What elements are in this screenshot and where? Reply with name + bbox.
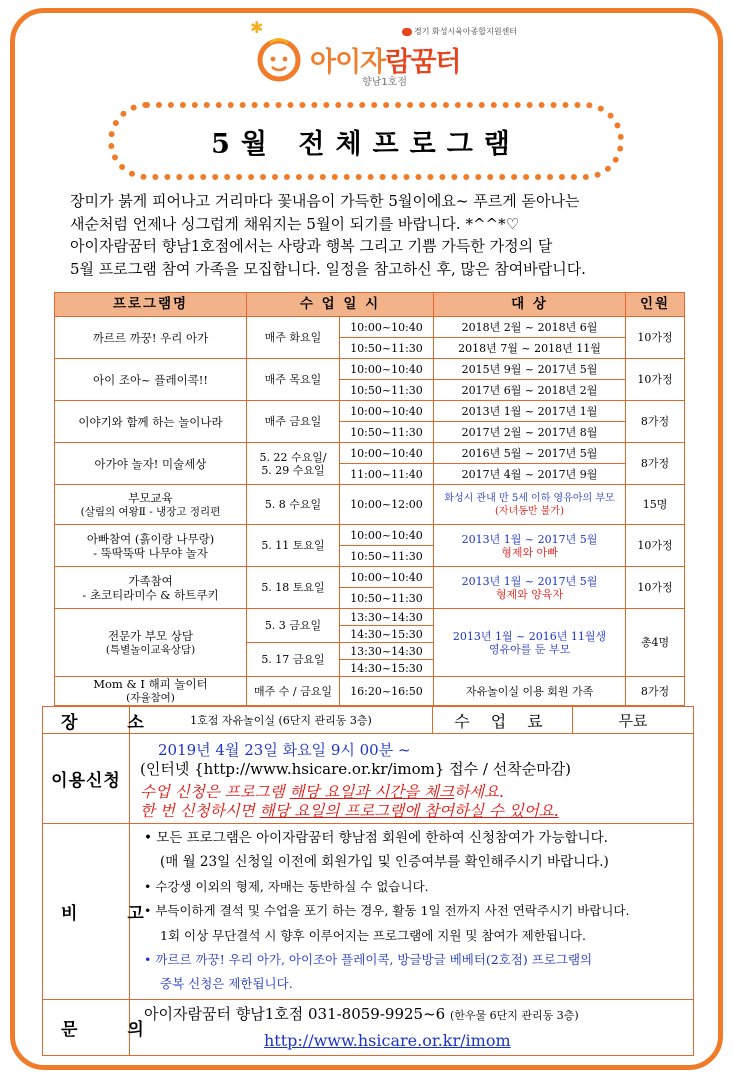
note-item: • 모든 프로그램은 아이자람꿈터 향남점 회원에 한하여 신청참여가 가능합니다. bbox=[144, 830, 608, 846]
program-target bbox=[434, 609, 626, 677]
table-row bbox=[55, 485, 685, 525]
program-capacity: 8가정 bbox=[626, 677, 685, 706]
program-name: 까르르 까꿍! 우리 아가 bbox=[55, 317, 247, 359]
apply-label: 이용신청 bbox=[43, 734, 130, 824]
program-day: 5. 17 금요일 bbox=[247, 643, 340, 677]
intro-text bbox=[70, 190, 670, 280]
header-target: 대 상 bbox=[434, 293, 626, 317]
program-name-sub: - 초코티라미수 & 하트쿠키 bbox=[82, 587, 219, 602]
header-program: 프로그램명 bbox=[55, 293, 247, 317]
program-capacity: 10가정 bbox=[626, 567, 685, 609]
program-name-main: 전문가 부모 상담 bbox=[107, 628, 194, 643]
header-schedule: 수 업 일 시 bbox=[247, 293, 434, 317]
info-table bbox=[42, 706, 694, 1056]
logo-org-text: 경기 화성시육아종합지원센터 bbox=[414, 27, 518, 36]
apply-note-emphasis: 해당 요일의 프로그램에 참여하실 수 있어요. bbox=[259, 801, 559, 820]
program-name-main: Mom & I 해피 놀이터 bbox=[93, 677, 208, 691]
program-name: 이야기와 함께 하는 놀이나라 bbox=[55, 401, 247, 443]
place-label: 장 소 bbox=[43, 707, 130, 734]
program-time: 14:30~15:30 bbox=[340, 626, 434, 643]
program-time: 16:20~16:50 bbox=[340, 677, 434, 706]
program-name bbox=[55, 677, 247, 706]
apply-row bbox=[43, 734, 694, 824]
program-target: 2016년 5월 ~ 2017년 5월 bbox=[434, 443, 626, 464]
contact-content bbox=[130, 999, 694, 1055]
program-target: 2015년 9월 ~ 2017년 5월 bbox=[434, 359, 626, 380]
apply-note-emphasis: 해당 요일과 시간을 체크 bbox=[289, 782, 455, 801]
logo-wordmark-a: 아이자 bbox=[310, 47, 386, 78]
program-time: 14:30~15:30 bbox=[340, 660, 434, 677]
program-target-line: 화성시 관내 만 5세 이하 영유아의 부모 bbox=[444, 492, 615, 504]
table-row bbox=[55, 401, 685, 422]
table-row bbox=[55, 443, 685, 464]
program-time: 10:00~10:40 bbox=[340, 401, 434, 422]
program-day: 매주 금요일 bbox=[247, 401, 340, 443]
table-row bbox=[55, 677, 685, 706]
note-item: (매 월 23일 신청일 이전에 회원가입 및 인증여부를 확인해주시기 바랍니다.) bbox=[160, 854, 609, 871]
note-item: • 까르르 까꿍! 우리 아가, 아이조아 플레이콕, 방글방글 베베터(2호점) 프로그램의 bbox=[144, 952, 593, 968]
program-time: 10:00~12:00 bbox=[340, 485, 434, 525]
program-target bbox=[434, 525, 626, 567]
title-box bbox=[108, 102, 624, 180]
program-time: 10:00~10:40 bbox=[340, 317, 434, 338]
table-row bbox=[55, 567, 685, 588]
table-row bbox=[55, 609, 685, 626]
program-time: 13:30~14:30 bbox=[340, 609, 434, 626]
program-day: 5. 18 토요일 bbox=[247, 567, 340, 609]
program-name bbox=[55, 485, 247, 525]
apply-note-line bbox=[140, 783, 693, 802]
contact-url-link[interactable]: http://www.hsicare.or.kr/imom bbox=[264, 1030, 511, 1050]
intro-line: 5월 프로그램 참여 가족을 모집합니다. 일정을 참고하신 후, 많은 참여바랍니다. bbox=[70, 259, 586, 278]
program-target: 2018년 7월 ~ 2018년 11월 bbox=[434, 338, 626, 359]
program-name: 아이 조아~ 플레이콕!! bbox=[55, 359, 247, 401]
program-time: 11:00~11:40 bbox=[340, 464, 434, 485]
program-day-line: 5. 29 수요일 bbox=[261, 463, 325, 477]
notes-row bbox=[43, 824, 694, 1000]
program-name-main: 가족참여 bbox=[128, 573, 173, 588]
program-target: 2017년 6월 ~ 2018년 2월 bbox=[434, 380, 626, 401]
table-header-row bbox=[55, 293, 685, 317]
program-name-main: 부모교육 bbox=[128, 490, 173, 505]
program-capacity: 10가정 bbox=[626, 359, 685, 401]
note-item: 중복 신청은 제한됩니다. bbox=[160, 976, 293, 992]
header-capacity: 인원 bbox=[626, 293, 685, 317]
program-target: 2013년 1월 ~ 2017년 1월 bbox=[434, 401, 626, 422]
place-row bbox=[43, 707, 694, 734]
contact-label: 문 의 bbox=[43, 999, 130, 1055]
program-target: 2017년 4월 ~ 2017년 9월 bbox=[434, 464, 626, 485]
program-capacity: 15명 bbox=[626, 485, 685, 525]
program-capacity: 10가정 bbox=[626, 525, 685, 567]
program-day: 5. 3 금요일 bbox=[247, 609, 340, 643]
child-face-icon bbox=[256, 34, 302, 82]
program-name-sub: - 뚝딱뚝딱 나무야 놀자 bbox=[93, 545, 208, 560]
program-target-note: 형제와 양육자 bbox=[495, 587, 564, 601]
logo-org-name bbox=[402, 26, 517, 37]
program-target bbox=[434, 485, 626, 525]
program-name bbox=[55, 609, 247, 677]
program-day: 매주 수 / 금요일 bbox=[247, 677, 340, 706]
note-item: • 부득이하게 결석 및 수업을 포기 하는 경우, 활동 1일 전까지 사전 연락주시기 바랍니다. bbox=[144, 903, 630, 919]
program-capacity: 10가정 bbox=[626, 317, 685, 359]
place-value: 1호점 자유놀이실 (6단지 관리동 3층) bbox=[130, 707, 433, 734]
apply-content bbox=[130, 734, 694, 824]
program-time: 10:50~11:30 bbox=[340, 380, 434, 401]
apply-date: 2019년 4월 23일 화요일 9시 00분 ~ bbox=[158, 740, 411, 759]
program-time: 10:50~11:30 bbox=[340, 422, 434, 443]
table-row bbox=[55, 317, 685, 338]
program-name bbox=[55, 525, 247, 567]
program-time: 10:00~10:40 bbox=[340, 443, 434, 464]
intro-line: 새순처럼 언제나 싱그럽게 채워지는 5월이 되기를 바랍니다. *^^*♡ bbox=[70, 214, 520, 233]
program-target: 자유놀이실 이용 회원 가족 bbox=[434, 677, 626, 706]
notes-content bbox=[130, 824, 694, 1000]
contact-line bbox=[144, 1002, 693, 1028]
program-time: 10:00~10:40 bbox=[340, 359, 434, 380]
fee-value: 무료 bbox=[573, 707, 694, 734]
program-name: 아가야 놀자! 미술세상 bbox=[55, 443, 247, 485]
program-name bbox=[55, 567, 247, 609]
intro-line: 아이자람꿈터 향남1호점에서는 사랑과 행복 그리고 기쁨 가득한 가정의 달 bbox=[70, 237, 553, 255]
schedule-table bbox=[54, 292, 685, 706]
program-target: 2017년 2월 ~ 2017년 8월 bbox=[434, 422, 626, 443]
program-name-sub: (특별놀이교육상담) bbox=[105, 643, 196, 656]
program-capacity: 8가정 bbox=[626, 443, 685, 485]
logo-branch: 향남1호점 bbox=[362, 77, 408, 88]
program-time: 10:50~11:30 bbox=[340, 588, 434, 609]
program-target-line: 2013년 1월 ~ 2017년 5월 bbox=[461, 574, 598, 588]
star-icon: ✱ bbox=[250, 18, 264, 37]
program-target-note: 형제와 아빠 bbox=[501, 545, 558, 559]
apply-note-text: 하세요. bbox=[454, 782, 504, 801]
program-day bbox=[247, 443, 340, 485]
program-time: 10:00~10:40 bbox=[340, 525, 434, 546]
program-time: 10:50~11:30 bbox=[340, 546, 434, 567]
program-day: 매주 화요일 bbox=[247, 317, 340, 359]
apply-method: (인터넷 {http://www.hsicare.or.kr/imom} 접수 / 선착순마감) bbox=[140, 759, 572, 778]
program-time: 13:30~14:30 bbox=[340, 643, 434, 660]
program-capacity: 8가정 bbox=[626, 401, 685, 443]
table-row bbox=[55, 525, 685, 546]
program-target bbox=[434, 567, 626, 609]
apply-note-text: 한 번 신청하시면 bbox=[140, 801, 260, 820]
brand-logo bbox=[250, 18, 518, 90]
program-day: 5. 8 수요일 bbox=[247, 485, 340, 525]
program-target-line: 2013년 1월 ~ 2016년 11월생 bbox=[452, 629, 607, 643]
note-item: • 수강생 이외의 형제, 자매는 동반하실 수 없습니다. bbox=[144, 878, 429, 894]
note-item: 1회 이상 무단결석 시 향후 이루어지는 프로그램에 지원 및 참여가 제한됩니다. bbox=[160, 927, 586, 943]
program-day-line: 5. 22 수요일/ bbox=[259, 450, 327, 464]
notes-label: 비 고 bbox=[43, 824, 130, 1000]
contact-row bbox=[43, 999, 694, 1055]
program-target-line: 2013년 1월 ~ 2017년 5월 bbox=[461, 532, 598, 546]
program-target-note: (자녀동반 불가) bbox=[495, 505, 564, 517]
table-row bbox=[55, 359, 685, 380]
fee-label: 수 업 료 bbox=[433, 707, 573, 734]
program-name-sub: (살림의 여왕Ⅱ - 냉장고 정리편 bbox=[80, 505, 221, 518]
program-capacity: 총4명 bbox=[626, 609, 685, 677]
program-time: 10:00~10:40 bbox=[340, 567, 434, 588]
page-title: 5월 전체프로그램 bbox=[211, 128, 521, 160]
program-name-sub: (자율참여) bbox=[126, 692, 175, 704]
program-target: 2018년 2월 ~ 2018년 6월 bbox=[434, 317, 626, 338]
contact-address: (한우물 6단지 관리동 3층) bbox=[450, 1008, 579, 1022]
contact-phone: 아이자람꿈터 향남1호점 031-8059-9925~6 bbox=[144, 1004, 446, 1023]
program-day: 매주 목요일 bbox=[247, 359, 340, 401]
apply-note-text: 수업 신청은 프로그램 bbox=[140, 782, 290, 801]
intro-line: 장미가 붉게 피어나고 거리마다 꽃내음이 가득한 5월이에요~ 푸르게 돋아나는 bbox=[70, 192, 580, 210]
apply-note-line bbox=[140, 802, 693, 821]
program-day: 5. 11 토요일 bbox=[247, 525, 340, 567]
logo-wordmark-b: 람꿈터 bbox=[385, 47, 461, 78]
program-time: 10:50~11:30 bbox=[340, 338, 434, 359]
program-target-note: 영유아를 둔 부모 bbox=[488, 642, 571, 656]
program-name-main: 아빠참여 (흙이랑 나무랑) bbox=[86, 531, 215, 546]
